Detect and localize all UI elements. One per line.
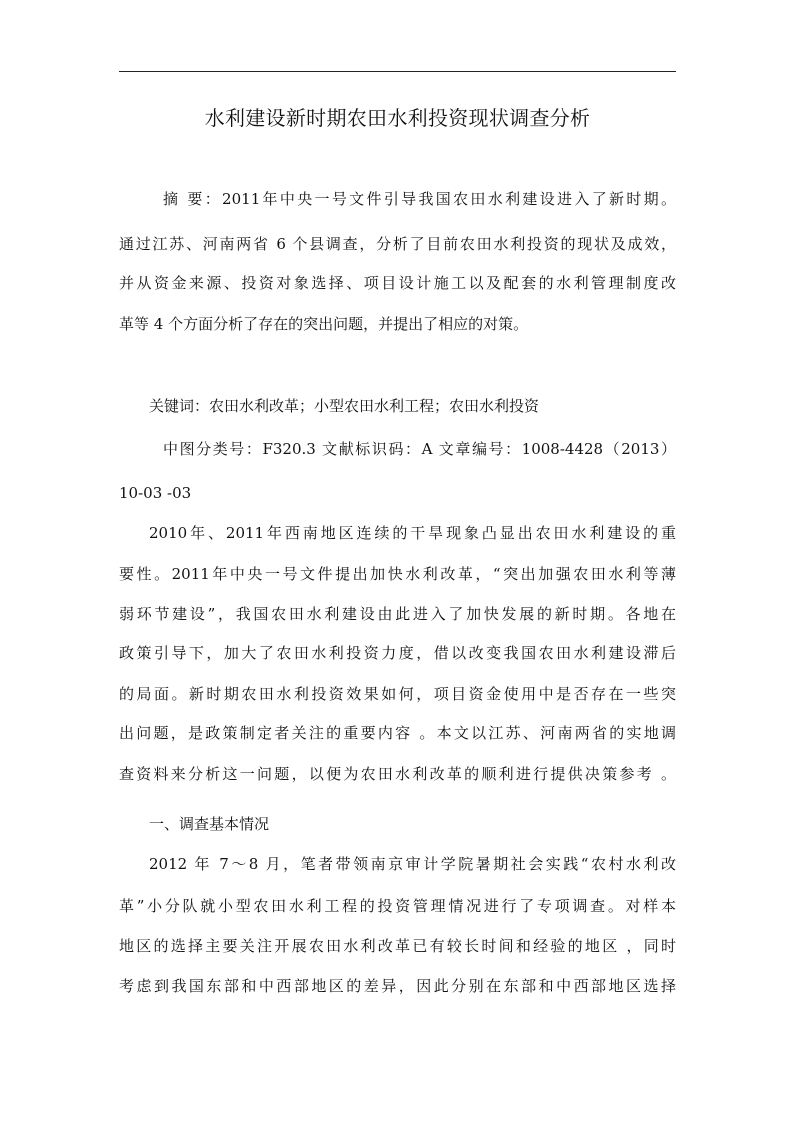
abstract-line: 摘 要：2011年中央一号文件引导我国农田水利建设进入了新时期。 (163, 190, 676, 208)
classification-line: 中图分类号：F320.3 文献标识码：A 文章编号：1008-4428（2013） (163, 440, 676, 458)
intro-line: 政策引导下，加大了农田水利投资力度，借以改变我国农田水利建设滞后 (119, 644, 676, 662)
section-line: 革”小分队就小型农田水利工程的投资管理情况进行了专项调查。对样本 (119, 897, 676, 915)
abstract-line: 并从资金来源、投资对象选择、项目设计施工以及配套的水利管理制度改 (119, 274, 676, 292)
page-title: 水利建设新时期农田水利投资现状调查分析 (204, 106, 591, 130)
section-line: 2012 年 7～8 月，笔者带领南京审计学院暑期社会实践“农村水利改 (149, 855, 676, 873)
header-rule (119, 71, 676, 72)
section-line: 地区的选择主要关注开展农田水利改革已有较长时间和经验的地区 ，同时 (119, 937, 676, 955)
intro-line: 查资料来分析这一问题，以便为农田水利改革的顺利进行提供决策参考 。 (119, 765, 676, 783)
classification-line: 10-03 -03 (119, 484, 192, 502)
intro-line: 弱环节建设”，我国农田水利建设由此进入了加快发展的新时期。各地在 (119, 605, 676, 623)
section-line: 考虑到我国东部和中西部地区的差异，因此分别在东部和中西部地区选择 (119, 977, 676, 995)
intro-line: 2010年、2011年西南地区连续的干旱现象凸显出农田水利建设的重 (149, 524, 676, 542)
abstract-line: 革等 4 个方面分析了存在的突出问题，并提出了相应的对策。 (119, 315, 529, 333)
keywords-line: 关键词：农田水利改革；小型农田水利工程；农田水利投资 (149, 397, 540, 415)
abstract-line: 通过江苏、河南两省 6 个县调查，分析了目前农田水利投资的现状及成效， (119, 235, 676, 253)
intro-line: 的局面。新时期农田水利投资效果如何，项目资金使用中是否存在一些突 (119, 685, 676, 703)
intro-line: 要性。2011年中央一号文件提出加快水利改革，“突出加强农田水利等薄 (119, 565, 676, 583)
section-heading: 一、调查基本情况 (149, 815, 270, 833)
intro-line: 出问题，是政策制定者关注的重要内容 。本文以江苏、河南两省的实地调 (119, 724, 676, 742)
